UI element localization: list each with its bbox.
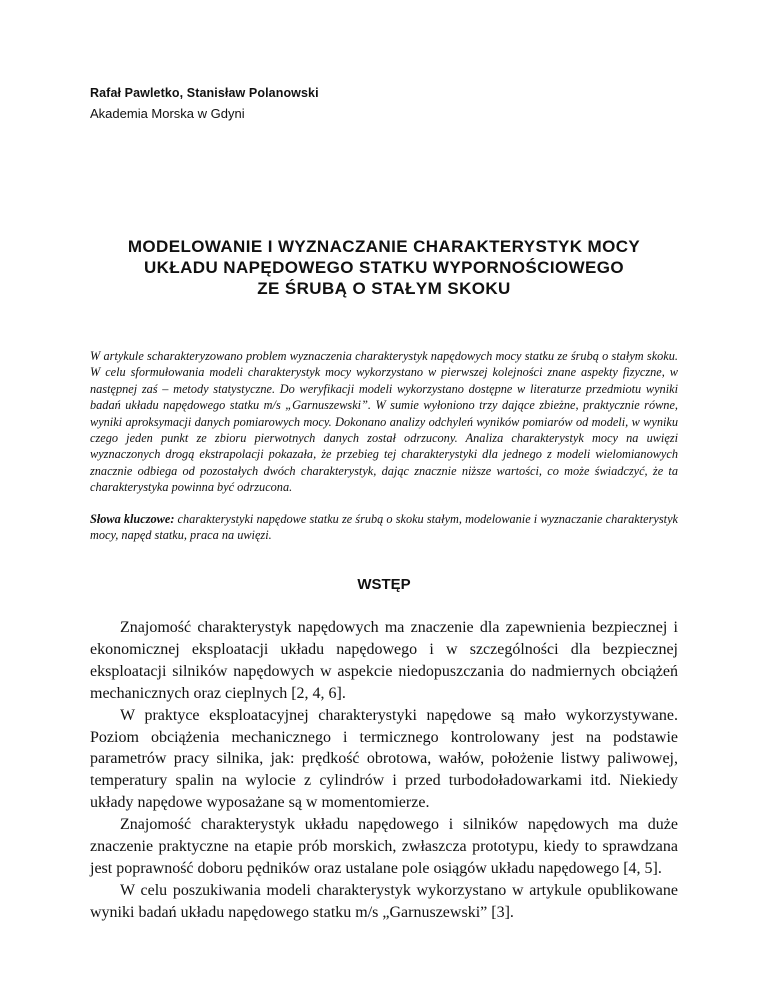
paragraph: Znajomość charakterystyk układu napędowego i silników napędowych ma duże znaczenie praktyczne na etapie prób morskich, zwłaszcza prototypu, kiedy to sprawdzana jest poprawność doboru pędników oraz ustalane pole osiągów układu napędowego [4, 5]. [90, 816, 678, 877]
abstract: W artykule scharakteryzowano problem wyznaczenia charakterystyk napędowych mocy statku ze śrubą o stałym skoku. W celu sformułowania modeli charakterystyk mocy wykorzystano w pierwszej kolejności znane aspekty fizyczne, w następnej zaś – metody statystyczne. Do weryfikacji modeli wykorzystano dostępne w literaturze przedmiotu wyniki badań układu napędowego statku m/s „Garnuszewski”. W sumie wyłoniono trzy dające zbieżne, praktycznie równe, wyniki aproksymacji danych pomiarowych mocy. Dokonano analizy odchyleń wyników pomiarów od modeli, w wyniku czego jeden punkt ze zbioru pierwotnych danych został odrzucony. Analiza charakterystyk mocy na uwięzi wyznaczonych drogą ekstrapolacji pokazała, że przebieg tej charakterystyki dla jednego z modeli wielomianowych znacznie odbiega od pozostałych dwóch charakterystyk, dając znacznie niższe wartości, co może świadczyć, że ta charakterystyka powinna być odrzucona. [90, 349, 678, 495]
keywords-text: charakterystyki napędowe statku ze śrubą o skoku stałym, modelowanie i wyznaczanie charakterystyk mocy, napęd statku, praca na uwięzi. [90, 512, 678, 543]
paper-title [90, 236, 678, 299]
keywords [90, 511, 678, 544]
title-line: UKŁADU NAPĘDOWEGO STATKU WYPORNOŚCIOWEGO [143, 258, 625, 277]
body-text [90, 617, 678, 924]
title-line: MODELOWANIE I WYZNACZANIE CHARAKTERYSTYK MOCY [127, 237, 641, 256]
keywords-label: Słowa kluczowe: [90, 512, 175, 526]
title-line: ZE ŚRUBĄ O STAŁYM SKOKU [257, 279, 511, 298]
authors: Rafał Pawletko, Stanisław Polanowski [90, 86, 319, 100]
section-heading: WSTĘP [357, 576, 411, 593]
paragraph: W praktyce eksploatacyjnej charakterystyki napędowe są mało wykorzystywane. Poziom obciążenia mechanicznego i termicznego kontrolowany jest na podstawie parametrów pracy silnika, jak: prędkość obrotowa, wałów, położenie listwy paliwowej, temperatury spalin na wylocie z cylindrów i przed turbodoładowarkami itd. Niekiedy układy napędowe wyposażane są w momentomierze. [90, 706, 678, 812]
affiliation: Akademia Morska w Gdyni [90, 106, 245, 121]
paragraph: Znajomość charakterystyk napędowych ma znaczenie dla zapewnienia bezpiecznej i ekonomicznej eksploatacji układu napędowego i w szczególności dla bezpiecznej eksploatacji silników napędowych w aspekcie niedopuszczania do nadmiernych obciążeń mechanicznych oraz cieplnych [2, 4, 6]. [90, 619, 678, 702]
paragraph: W celu poszukiwania modeli charakterystyk wykorzystano w artykule opublikowane wyniki badań układu napędowego statku m/s „Garnuszewski” [3]. [90, 881, 678, 921]
